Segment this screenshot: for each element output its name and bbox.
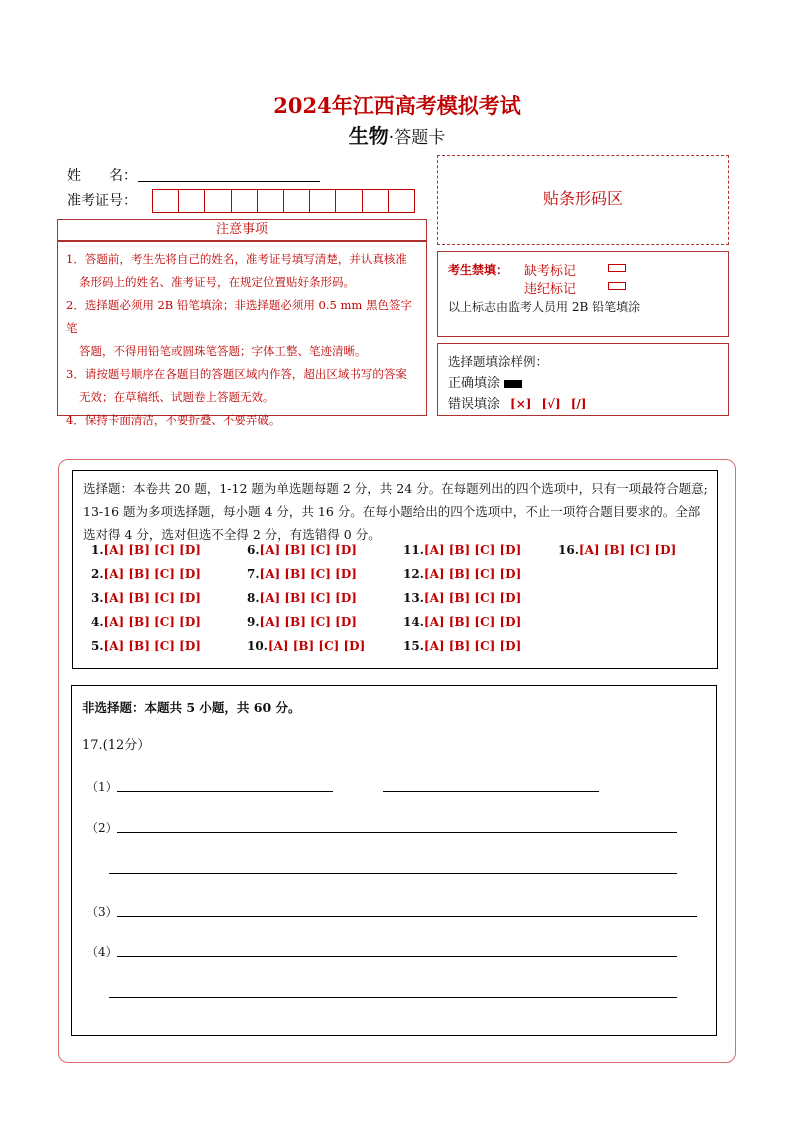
exam-digit-box[interactable] <box>336 190 362 212</box>
essay-section <box>71 685 717 1036</box>
question-number: 8. <box>247 591 260 605</box>
choice-question[interactable] <box>91 567 201 581</box>
answer-options[interactable]: [A] [B] [C] [D] <box>259 543 357 557</box>
filled-mark-icon <box>504 380 522 388</box>
fill-sample <box>437 343 729 416</box>
barcode-area: 贴条形码区 <box>437 155 729 245</box>
choice-question[interactable] <box>247 615 357 629</box>
question-number: 12. <box>403 567 424 581</box>
notice-item: 4．保持卡面清洁，不要折叠、不要弄破。 <box>66 413 281 427</box>
answer-options[interactable]: [A] [B] [C] [D] <box>423 615 522 629</box>
choice-instructions: 选择题：本卷共 20 题，1-12 题为单选题每题 2 分，共 24 分。在每题列出的四个选项中，只有一项最符合题意; 13-16 题为多项选择题，每小题 4 分，共 16 分。在每小题给出的四个选项中，不止一项符合题目要求的。全部选对得 4 分，选对但选不全得 2 分，有选错得 0 分。 <box>83 481 708 542</box>
answer-options[interactable]: [A] [B] [C] [D] <box>267 639 366 653</box>
answer-options[interactable]: [A] [B] [C] [D] <box>423 591 522 605</box>
question-17-title: 17.(12分） <box>82 738 151 753</box>
sample-title: 选择题填涂样例： <box>448 354 549 369</box>
name-field[interactable] <box>138 181 320 182</box>
absent-mark-label: 缺考标记 <box>524 264 577 279</box>
answer-options[interactable]: [A] [B] [C] [D] <box>423 639 522 653</box>
answer-line[interactable] <box>117 791 333 792</box>
question-number: 2. <box>91 567 104 581</box>
question-number: 4. <box>91 615 104 629</box>
exam-digit-box[interactable] <box>258 190 284 212</box>
card-label: 答题卡 <box>394 128 446 148</box>
choice-question[interactable] <box>247 567 357 581</box>
choice-question[interactable] <box>91 615 201 629</box>
choice-question[interactable] <box>403 639 521 653</box>
answer-options[interactable]: [A] [B] [C] [D] <box>103 639 201 653</box>
card-subtitle <box>0 120 794 149</box>
answer-line[interactable] <box>109 873 677 874</box>
subtitle-separator: · <box>388 128 395 148</box>
question-number: 16. <box>558 543 579 557</box>
answer-options[interactable]: [A] [B] [C] [D] <box>103 591 201 605</box>
answer-options[interactable]: [A] [B] [C] [D] <box>259 615 357 629</box>
subject-label: 生物 <box>348 124 389 148</box>
choice-question[interactable] <box>91 591 201 605</box>
choice-question[interactable] <box>558 543 676 557</box>
answer-line[interactable] <box>109 997 677 998</box>
answer-options[interactable]: [A] [B] [C] [D] <box>103 615 201 629</box>
question-number: 10. <box>247 639 268 653</box>
wrong-mark-check: [√] <box>541 397 561 411</box>
choice-question[interactable] <box>403 591 521 605</box>
essay-heading: 非选择题：本题共 5 小题，共 60 分。 <box>82 700 301 715</box>
answer-line[interactable] <box>117 916 697 917</box>
question-number: 11. <box>403 543 424 557</box>
sample-correct-label: 正确填涂 <box>448 376 501 391</box>
notice-item: 3．请按题号顺序在各题目的答题区域内作答，超出区域书写的答案 <box>66 367 407 381</box>
part-label: （1） <box>86 780 118 794</box>
choice-question[interactable] <box>247 543 357 557</box>
answer-options[interactable]: [A] [B] [C] [D] <box>578 543 677 557</box>
name-label: 姓 名： <box>67 168 137 184</box>
choice-question[interactable] <box>403 567 521 581</box>
part-label: （4） <box>86 945 118 959</box>
answer-line[interactable] <box>383 791 599 792</box>
question-number: 9. <box>247 615 260 629</box>
forbidden-area <box>437 251 729 337</box>
exam-digit-box[interactable] <box>153 190 179 212</box>
answer-line[interactable] <box>117 832 677 833</box>
answer-options[interactable]: [A] [B] [C] [D] <box>259 591 357 605</box>
choice-question[interactable] <box>247 591 357 605</box>
choice-question[interactable] <box>403 543 521 557</box>
answer-options[interactable]: [A] [B] [C] [D] <box>103 567 201 581</box>
notice-box <box>57 241 427 427</box>
forbidden-note: 以上标志由监考人员用 2B 铅笔填涂 <box>448 300 641 314</box>
notice-title: 注意事项 <box>57 219 427 241</box>
answer-line[interactable] <box>117 956 677 957</box>
answer-options[interactable]: [A] [B] [C] [D] <box>259 567 357 581</box>
forbidden-label: 考生禁填： <box>448 263 509 277</box>
violation-mark-box[interactable] <box>608 282 626 290</box>
exam-digit-box[interactable] <box>205 190 231 212</box>
answer-options[interactable]: [A] [B] [C] [D] <box>423 543 522 557</box>
choice-section <box>72 470 718 669</box>
answer-options[interactable]: [A] [B] [C] [D] <box>423 567 522 581</box>
notice-item: 答题，不得用铅笔或圆珠笔答题；字体工整、笔迹清晰。 <box>79 344 367 358</box>
exam-digit-box[interactable] <box>232 190 258 212</box>
exam-digit-box[interactable] <box>310 190 336 212</box>
notice-item: 无效；在草稿纸、试题卷上答题无效。 <box>79 390 275 404</box>
question-number: 13. <box>403 591 424 605</box>
exam-digit-box[interactable] <box>284 190 310 212</box>
sample-wrong-label: 错误填涂 <box>448 397 501 412</box>
violation-mark-label: 违纪标记 <box>524 282 577 297</box>
exam-number-label: 准考证号： <box>67 193 137 209</box>
question-number: 7. <box>247 567 260 581</box>
answer-options[interactable]: [A] [B] [C] [D] <box>103 543 201 557</box>
question-number: 1. <box>91 543 104 557</box>
notice-item: 条形码上的姓名、准考证号，在规定位置贴好条形码。 <box>79 275 355 289</box>
choice-question[interactable] <box>91 639 201 653</box>
notice-item: 2．选择题必须用 2B 铅笔填涂；非选择题必须用 0.5 mm 黑色签字笔 <box>66 298 412 335</box>
question-number: 6. <box>247 543 260 557</box>
question-number: 15. <box>403 639 424 653</box>
choice-question[interactable] <box>91 543 201 557</box>
wrong-mark-x: [×] <box>510 397 532 411</box>
wrong-mark-slash: [/] <box>570 397 587 411</box>
exam-title: 2024年江西高考模拟考试 <box>273 93 521 118</box>
part-label: （3） <box>86 905 118 919</box>
question-number: 5. <box>91 639 104 653</box>
notice-item: 1．答题前，考生先将自己的姓名，准考证号填写清楚，并认真核准 <box>66 252 407 266</box>
choice-question[interactable] <box>403 615 521 629</box>
question-number: 14. <box>403 615 424 629</box>
question-number: 3. <box>91 591 104 605</box>
exam-digit-box[interactable] <box>179 190 205 212</box>
absent-mark-box[interactable] <box>608 264 626 272</box>
sample-correct-row <box>448 373 728 394</box>
exam-digit-box[interactable] <box>363 190 389 212</box>
exam-number-boxes[interactable] <box>152 189 415 213</box>
sample-wrong-row <box>448 394 728 415</box>
exam-digit-box[interactable] <box>389 190 414 212</box>
part-label: （2） <box>86 821 118 835</box>
choice-question[interactable] <box>247 639 365 653</box>
